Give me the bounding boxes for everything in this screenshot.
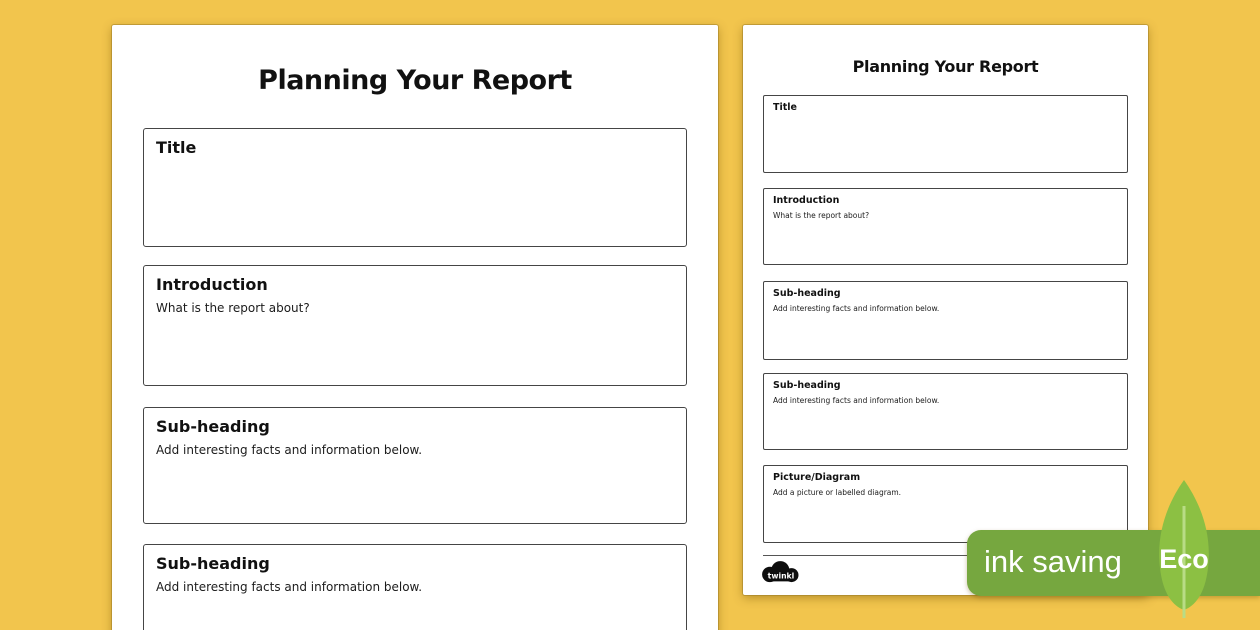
worksheet-box-subheading-2 [763, 373, 1128, 450]
page-right [743, 25, 1148, 595]
worksheet-box-subheading-1 [143, 407, 687, 524]
box-hint: Add interesting facts and information below. [156, 580, 423, 594]
eco-label: Eco [1159, 544, 1209, 574]
box-label: Sub-heading [156, 554, 270, 573]
box-hint: What is the report about? [773, 211, 870, 221]
page-left [112, 25, 718, 630]
worksheet-box-introduction [143, 265, 687, 386]
box-hint: Add interesting facts and information below. [773, 304, 940, 314]
box-hint: Add interesting facts and information below. [156, 443, 423, 457]
page-title: Planning Your Report [258, 65, 572, 96]
box-label: Title [156, 138, 197, 157]
box-label: Picture/Diagram [773, 472, 861, 483]
box-hint: Add interesting facts and information below. [773, 396, 940, 406]
worksheet-box-introduction [763, 188, 1128, 265]
page-title: Planning Your Report [852, 57, 1039, 76]
twinkl-logo-icon [760, 559, 802, 587]
box-hint: What is the report about? [156, 301, 310, 315]
box-label: Sub-heading [773, 288, 841, 299]
worksheet-box-title [763, 95, 1128, 173]
svg-text:twinkl: twinkl [767, 571, 795, 581]
box-label: Introduction [156, 275, 268, 294]
worksheet-box-title [143, 128, 687, 247]
box-label: Sub-heading [156, 417, 270, 436]
ink-saving-label: ink saving [984, 544, 1122, 579]
box-label: Sub-heading [773, 380, 841, 391]
box-hint: Add a picture or labelled diagram. [773, 488, 902, 498]
box-label: Introduction [773, 195, 840, 206]
worksheet-box-subheading-2 [143, 544, 687, 630]
box-label: Title [773, 102, 797, 113]
worksheet-box-subheading-1 [763, 281, 1128, 360]
